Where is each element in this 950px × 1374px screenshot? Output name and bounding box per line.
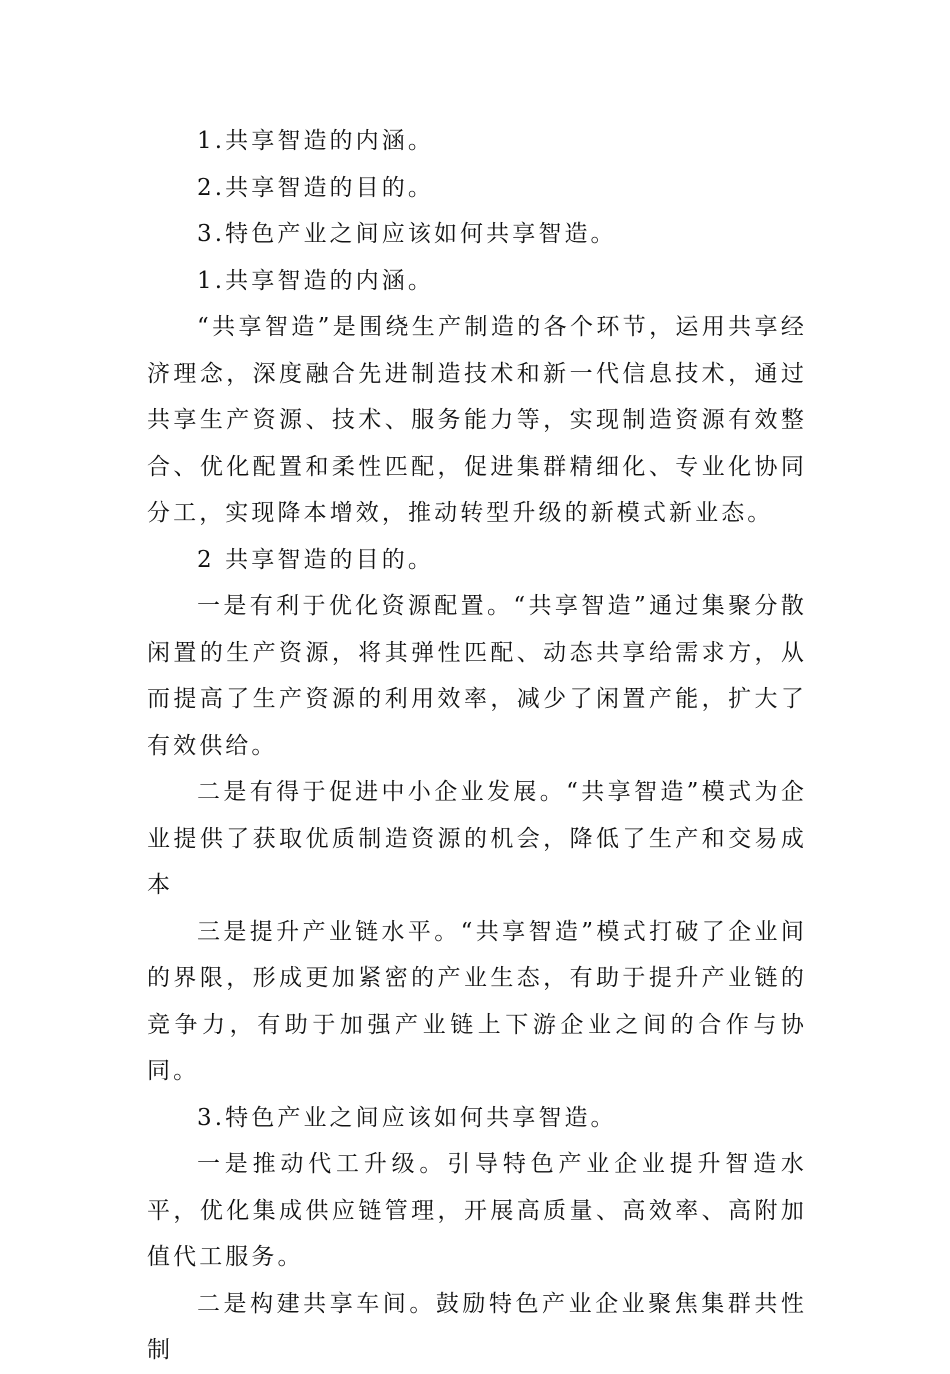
- paragraph-how-2: 二是构建共享车间。鼓励特色产业企业聚焦集群共性制: [147, 1290, 807, 1363]
- section-heading-purpose: 2 共享智造的目的。: [197, 546, 434, 573]
- section-heading-how-to-share: 3.特色产业之间应该如何共享智造。: [197, 1104, 617, 1131]
- paragraph-purpose-2: 二是有得于促进中小企业发展。“共享智造”模式为企业提供了获取优质制造资源的机会，降低了生产和交易成本: [147, 779, 807, 898]
- paragraph-meaning: “共享智造”是围绕生产制造的各个环节，运用共享经济理念，深度融合先进制造技术和新一代信息技术，通过共享生产资源、技术、服务能力等，实现制造资源有效整合、优化配置和柔性匹配，促进集群精细化、专业化协同分工，实现降本增效，推动转型升级的新模式新业态。: [147, 314, 807, 526]
- section-heading-meaning: 1.共享智造的内涵。: [197, 267, 434, 294]
- paragraph-purpose-1: 一是有利于优化资源配置。“共享智造”通过集聚分散闲置的生产资源，将其弹性匹配、动态共享给需求方，从而提高了生产资源的利用效率，减少了闲置产能，扩大了有效供给。: [147, 593, 807, 759]
- heading-2-purpose: 2.共享智造的目的。: [197, 174, 434, 201]
- paragraph-purpose-3: 三是提升产业链水平。“共享智造”模式打破了企业间的界限，形成更加紧密的产业生态，有助于提升产业链的竞争力，有助于加强产业链上下游企业之间的合作与协同。: [147, 918, 807, 1084]
- heading-1-meaning: 1.共享智造的内涵。: [197, 128, 434, 154]
- document-body: [147, 118, 807, 1374]
- paragraph-how-1: 一是推动代工升级。引导特色产业企业提升智造水平，优化集成供应链管理，开展高质量、高效率、高附加值代工服务。: [147, 1151, 807, 1270]
- heading-3-how-to-share: 3.特色产业之间应该如何共享智造。: [197, 221, 617, 247]
